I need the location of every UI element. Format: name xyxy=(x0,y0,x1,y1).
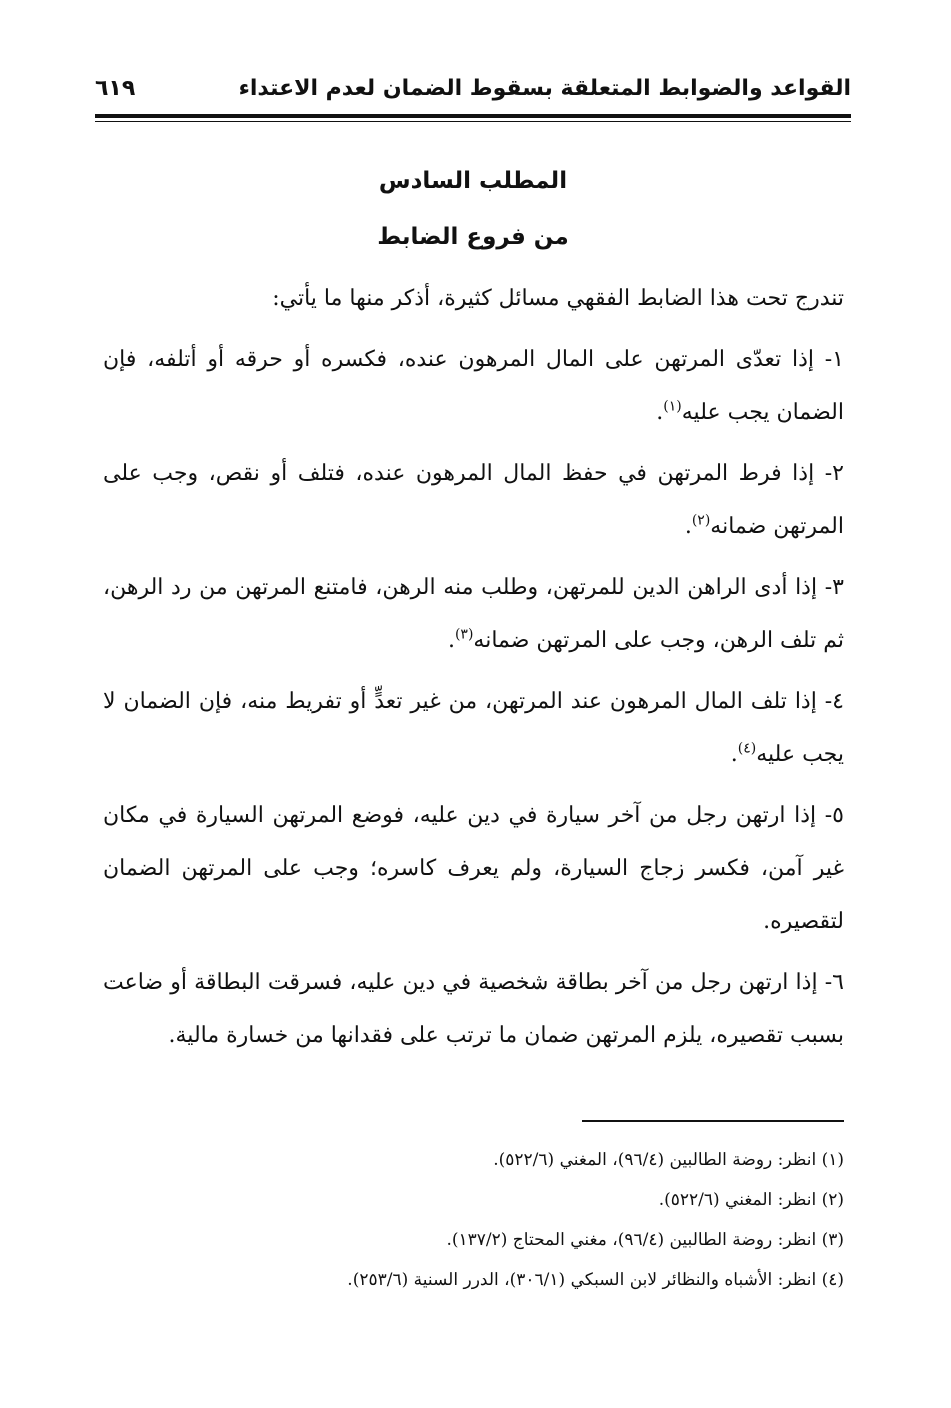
list-item-text: ٥- إذا ارتهن رجل من آخر سيارة في دين عليه، فوضع المرتهن السيارة في مكان غير آمن، فكسر زجاج السيارة، ولم يعرف كاسره؛ وجب على المرتهن الضمان لتقصيره. xyxy=(103,803,844,934)
footnote-marker: (٢) xyxy=(691,512,711,529)
list-item-text: ١- إذا تعدّى المرتهن على المال المرهون عنده، فكسره أو حرقه أو أتلفه، فإن الضمان يجب عليه xyxy=(103,347,844,425)
intro-paragraph: تندرج تحت هذا الضابط الفقهي مسائل كثيرة، أذكر منها ما يأتي: xyxy=(272,286,844,311)
list-item xyxy=(103,789,844,948)
footnote-marker: (٣) xyxy=(454,626,474,643)
list-item-text: ٦- إذا ارتهن رجل من آخر بطاقة شخصية في دين عليه، فسرقت البطاقة أو ضاعت بسبب تقصيره، يلزم المرتهن ضمان ما ترتب على فقدانها من خسارة مالية. xyxy=(103,970,844,1048)
footnote: (١) انظر: روضة الطالبين (٩٦/٤)، المغني (٥٢٢/٦). xyxy=(493,1150,844,1170)
list-item: ٢- إذا فرط المرتهن في حفظ المال المرهون عنده، فتلف أو نقص، وجب على المرتهن ضمانه$^{(٢)}$. xyxy=(103,461,844,539)
footnote: (٣) انظر: روضة الطالبين (٩٦/٤)، مغني المحتاج (١٣٧/٢). xyxy=(446,1230,844,1250)
list-item xyxy=(103,956,844,1062)
list-item-text: ٢- إذا فرط المرتهن في حفظ المال المرهون عنده، فتلف أو نقص، وجب على المرتهن ضمانه xyxy=(103,461,844,539)
list-item-text: ٣- إذا أدى الراهن الدين للمرتهن، وطلب منه الرهن، فامتنع المرتهن من رد الرهن، ثم تلف الرهن، وجب على المرتهن ضمانه xyxy=(103,575,844,653)
footnote-marker: (٤) xyxy=(737,740,757,757)
page-number: ٦١٩ xyxy=(95,76,136,101)
body-text xyxy=(103,272,844,1070)
list-item: ١- إذا تعدّى المرتهن على المال المرهون عنده، فكسره أو حرقه أو أتلفه، فإن الضمان يجب عليه$^{(١)}$. xyxy=(103,347,844,425)
running-header xyxy=(95,72,851,112)
list-item: ٣- إذا أدى الراهن الدين للمرتهن، وطلب منه الرهن، فامتنع المرتهن من رد الرهن، ثم تلف الرهن، وجب على المرتهن ضمانه$^{(٣)}$. xyxy=(103,575,844,653)
list-item-text: ٤- إذا تلف المال المرهون عند المرتهن، من غير تعدٍّ أو تفريط منه، فإن الضمان لا يجب عليه xyxy=(103,689,844,767)
list-item: ٤- إذا تلف المال المرهون عند المرتهن، من غير تعدٍّ أو تفريط منه، فإن الضمان لا يجب عليه$^{(٤)}$. xyxy=(103,689,844,767)
footnotes xyxy=(103,1140,844,1300)
header-rule-thin xyxy=(95,121,851,122)
running-header-title: القواعد والضوابط المتعلقة بسقوط الضمان لعدم الاعتداء xyxy=(238,76,851,101)
section-title: المطلب السادس xyxy=(378,168,568,194)
header-rule-thick xyxy=(95,114,851,118)
footnote: (٤) انظر: الأشباه والنظائر لابن السبكي (٣٠٦/١)، الدرر السنية (٢٥٣/٦). xyxy=(347,1270,844,1290)
footnote: (٢) انظر: المغني (٥٢٢/٦). xyxy=(658,1190,844,1210)
footnote-marker: (١) xyxy=(663,398,682,415)
footnote-separator xyxy=(582,1120,844,1122)
section-subtitle: من فروع الضابط xyxy=(377,224,569,250)
